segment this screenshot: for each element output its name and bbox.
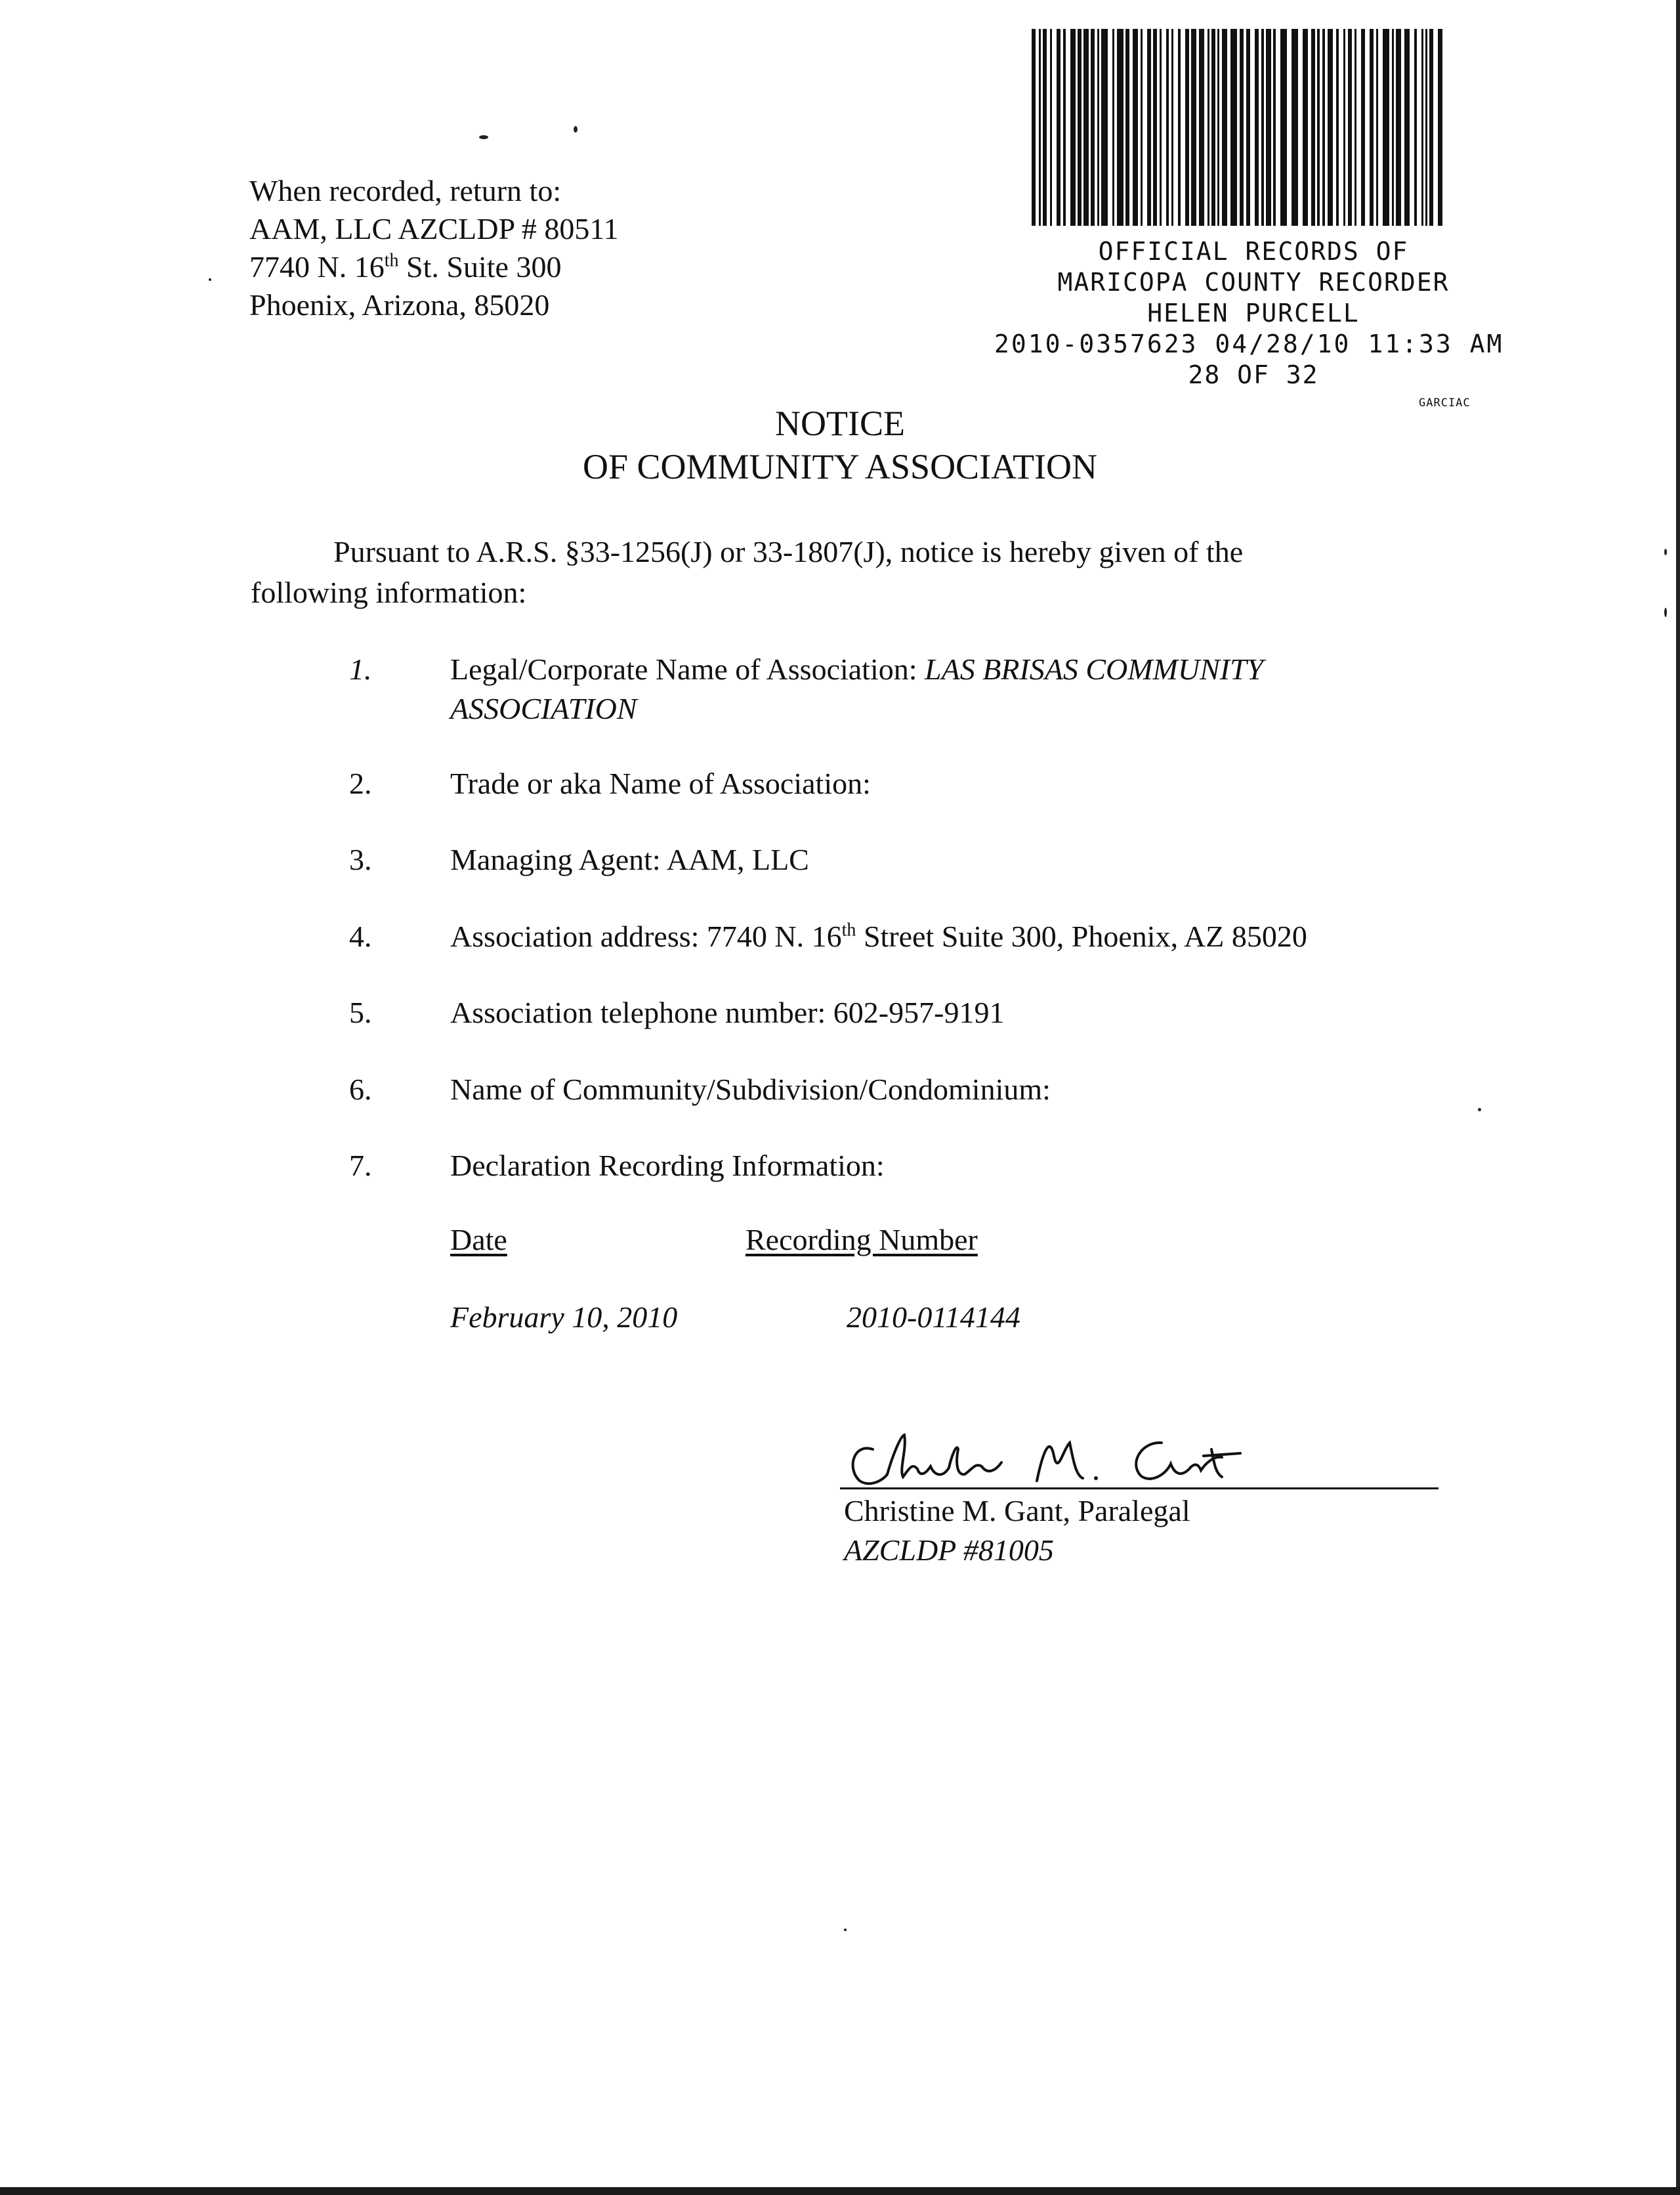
- item-text: Trade or aka Name of Association:: [450, 767, 871, 800]
- barcode-bar: [1255, 29, 1259, 226]
- barcode-bar: [1414, 29, 1417, 226]
- return-line-3: 7740 N. 16th St. Suite 300: [249, 250, 562, 284]
- barcode-bar: [1317, 29, 1320, 226]
- barcode-bar: [1438, 29, 1442, 226]
- item-number: 5.: [349, 996, 372, 1029]
- barcode-bar: [1050, 29, 1052, 226]
- recording-number-line: 2010-0357623 04/28/10 11:33 AM: [994, 330, 1504, 358]
- barcode-bar: [1070, 29, 1076, 226]
- barcode-bar: [1222, 29, 1227, 226]
- barcode-bar: [1178, 29, 1181, 226]
- column-header-date: Date: [450, 1223, 507, 1256]
- barcode-bar: [1383, 29, 1389, 226]
- barcode-bar: [1147, 29, 1151, 226]
- barcode-bar: [1097, 29, 1099, 226]
- recording-date: February 10, 2010: [450, 1300, 678, 1334]
- scan-edge-right: [1676, 0, 1680, 2195]
- barcode-bar: [1171, 29, 1173, 226]
- speck: [1664, 608, 1667, 617]
- barcode-bar: [1404, 29, 1410, 226]
- barcode-bar: [1311, 29, 1315, 226]
- barcode-bar: [1112, 29, 1114, 226]
- barcode-bar: [1117, 29, 1124, 226]
- barcode-bar: [1032, 29, 1036, 226]
- barcode-bar: [1343, 29, 1345, 226]
- item-text: Managing Agent: AAM, LLC: [450, 843, 809, 876]
- barcode-bar: [1125, 29, 1129, 226]
- barcode-bar: [1199, 29, 1204, 226]
- barcode-bar: [1217, 29, 1219, 226]
- signer-block: [844, 1491, 1190, 1570]
- barcode-bar: [1091, 29, 1095, 226]
- barcode-bar: [1396, 29, 1401, 226]
- return-line-2: AAM, LLC AZCLDP # 80511: [249, 212, 619, 245]
- barcode-bar: [1280, 29, 1287, 226]
- item-text: Declaration Recording Information:: [450, 1149, 885, 1182]
- barcode-bar: [1246, 29, 1250, 226]
- column-header-recording-number: Recording Number: [746, 1223, 978, 1256]
- speck: [1664, 549, 1667, 555]
- item-number: 6.: [349, 1073, 372, 1106]
- barcode-bar: [1063, 29, 1066, 226]
- association-name-cont: ASSOCIATION: [450, 692, 637, 725]
- barcode-bar: [1208, 29, 1209, 226]
- barcode-bar: [1354, 29, 1356, 226]
- item-text: Legal/Corporate Name of Association: LAS BRISAS COMMUNITY ASSOCIATION: [450, 652, 1264, 725]
- barcode-image: [1030, 29, 1444, 226]
- signer-id: AZCLDP #81005: [844, 1533, 1054, 1567]
- barcode-bar: [1185, 29, 1189, 226]
- barcode-bar: [1043, 29, 1047, 226]
- recording-number: 2010-0114144: [847, 1300, 1020, 1334]
- return-line-1: When recorded, return to:: [249, 174, 562, 207]
- barcode-bar: [1421, 29, 1423, 226]
- barcode-bar: [1376, 29, 1378, 226]
- item-text: Association telephone number: 602-957-9191: [450, 996, 1005, 1029]
- handwritten-signature: [847, 1423, 1253, 1495]
- recorder-stamp: [958, 236, 1549, 391]
- barcode-bar: [1057, 29, 1060, 226]
- barcode-bar: [1166, 29, 1169, 226]
- intro-line-2: following information:: [251, 576, 527, 609]
- barcode-bar: [1322, 29, 1325, 226]
- document-title-line-2: OF COMMUNITY ASSOCIATION: [582, 447, 1098, 486]
- barcode-bar: [1191, 29, 1196, 226]
- barcode-bar: [1392, 29, 1394, 226]
- barcode-bar: [1328, 29, 1333, 226]
- recorder-line-1: OFFICIAL RECORDS OF: [1098, 237, 1409, 266]
- item-text: Association address: 7740 N. 16th Street Suite 300, Phoenix, AZ 85020: [450, 920, 1307, 953]
- barcode-bar: [1153, 29, 1157, 226]
- return-address-block: [249, 172, 619, 324]
- recorder-line-2: MARICOPA COUNTY RECORDER: [1057, 268, 1450, 297]
- signature-line: [840, 1487, 1438, 1489]
- intro-paragraph: [251, 532, 1419, 613]
- barcode-bar: [1133, 29, 1138, 226]
- item-number: 4.: [349, 920, 372, 953]
- barcode-bar: [1230, 29, 1237, 226]
- barcode-bar: [1266, 29, 1271, 226]
- speck: [209, 278, 211, 281]
- scan-edge-bottom: [0, 2187, 1680, 2195]
- barcode-bar: [1348, 29, 1352, 226]
- barcode-bar: [1078, 29, 1082, 226]
- barcode-bar: [1261, 29, 1264, 226]
- barcode-bar: [1361, 29, 1365, 226]
- barcode-bar: [1303, 29, 1308, 226]
- barcode-bar: [1039, 29, 1041, 226]
- intro-line-1: Pursuant to A.R.S. §33-1256(J) or 33-1807(J), notice is hereby given of the: [333, 535, 1244, 568]
- barcode-bar: [1429, 29, 1433, 226]
- barcode-bar: [1292, 29, 1298, 226]
- association-name: LAS BRISAS COMMUNITY: [925, 652, 1264, 686]
- page-count-line: 28 OF 32: [1188, 360, 1319, 389]
- speck: [574, 126, 578, 133]
- item-number: 1.: [349, 652, 372, 686]
- barcode-bar: [1370, 29, 1374, 226]
- speck: [479, 135, 488, 139]
- barcode-bar: [1160, 29, 1162, 226]
- barcode-bar: [1240, 29, 1244, 226]
- item-text: Name of Community/Subdivision/Condominium:: [450, 1073, 1051, 1106]
- barcode-bar: [1211, 29, 1215, 226]
- signer-name: Christine M. Gant, Paralegal: [844, 1494, 1190, 1527]
- item-number: 7.: [349, 1149, 372, 1182]
- barcode-bar: [1141, 29, 1143, 226]
- barcode-bar: [1083, 29, 1089, 226]
- barcode-bar: [1336, 29, 1339, 226]
- recorder-line-3: HELEN PURCELL: [1147, 299, 1360, 328]
- return-line-4: Phoenix, Arizona, 85020: [249, 288, 550, 322]
- speck: [1478, 1108, 1481, 1111]
- barcode-bar: [1425, 29, 1427, 226]
- document-title-line-1: NOTICE: [775, 404, 905, 443]
- barcode-bar: [1101, 29, 1108, 226]
- speck: [844, 1929, 847, 1931]
- clerk-code: GARCIAC: [1419, 396, 1471, 410]
- item-number: 2.: [349, 767, 372, 800]
- item-number: 3.: [349, 843, 372, 876]
- barcode-bar: [1273, 29, 1276, 226]
